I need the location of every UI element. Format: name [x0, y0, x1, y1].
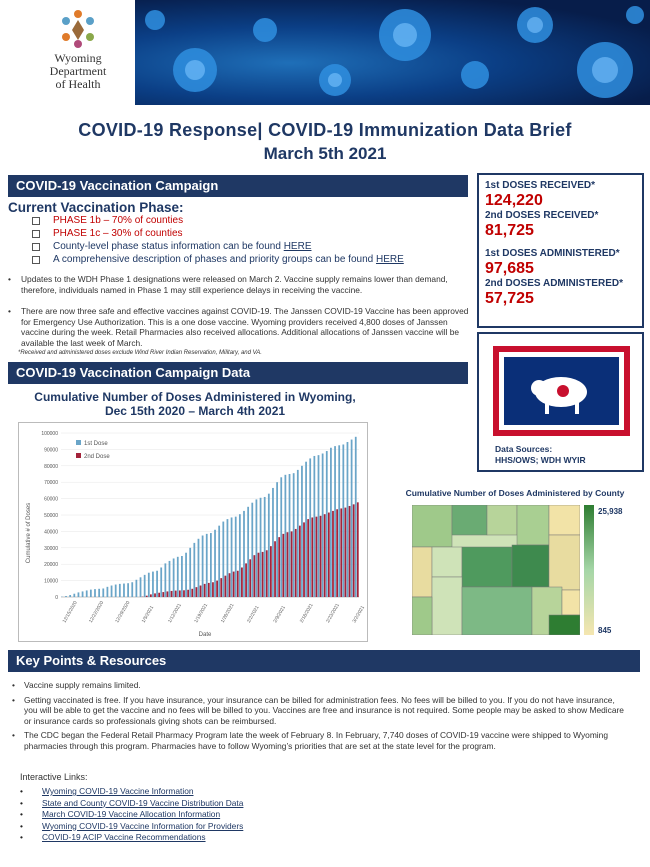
- data-sources: [495, 444, 586, 466]
- key-point-text: Getting vaccinated is free. If you have insurance, your insurance can be billed for administration fees. No fees will be billed to you. If you do not have insurance, you will be able to get the vaccine and no fees will be billed to you. Vaccines are free and insurance is not required. Some people may be asked to show Medicare or insurance cards so professionals giving shots can be reimbursed.: [24, 694, 624, 726]
- bar-2nd-dose: [340, 508, 342, 597]
- link-wy-vaccine-info[interactable]: Wyoming COVID-19 Vaccine Information: [42, 786, 194, 796]
- bar-1st-dose: [173, 558, 175, 597]
- bar-2nd-dose: [162, 592, 164, 597]
- bar-1st-dose: [214, 530, 216, 597]
- bullet-text: Updates to the WDH Phase 1 designations were released on March 2. Vaccine supply remains lower than demand, therefore, individuals named in Phase 1 may still experience delays in receiving the vaccine.: [21, 274, 448, 295]
- chart-title-line-2: Dec 15th 2020 – March 4th 2021: [104, 404, 286, 418]
- bar-2nd-dose: [336, 509, 338, 597]
- section-bar-campaign: COVID-19 Vaccination Campaign: [8, 175, 468, 197]
- bar-2nd-dose: [154, 593, 156, 597]
- first-received-label: 1st DOSES RECEIVED*: [485, 180, 596, 191]
- flag-and-sources-box: [477, 332, 644, 472]
- campaign-bullet-1: [8, 274, 474, 295]
- bar-1st-dose: [338, 445, 340, 597]
- phase-item: [32, 214, 404, 227]
- bar-1st-dose: [227, 519, 229, 597]
- bar-2nd-dose: [274, 541, 276, 597]
- bar-1st-dose: [206, 534, 208, 597]
- bar-1st-dose: [82, 591, 84, 597]
- chart-ytick-label: 70000: [44, 480, 58, 487]
- chart-xtick-label: 12/15/2020: [62, 600, 79, 624]
- bar-1st-dose: [164, 563, 166, 597]
- county-phase-link[interactable]: HERE: [283, 241, 312, 252]
- info-item: [32, 253, 404, 266]
- chart-xtick-label: 1/26/2021: [220, 603, 236, 624]
- bar-2nd-dose: [353, 504, 355, 597]
- bar-1st-dose: [334, 446, 336, 597]
- bar-1st-dose: [342, 444, 344, 597]
- bar-1st-dose: [144, 575, 146, 597]
- interactive-links-title: Interactive Links:: [20, 772, 88, 782]
- first-admin-label: 1st DOSES ADMINISTERED*: [485, 248, 620, 259]
- data-sources-label: Data Sources:: [495, 444, 553, 454]
- logo-line-1: Wyoming: [54, 51, 102, 65]
- bar-2nd-dose: [270, 546, 272, 597]
- bar-1st-dose: [152, 572, 154, 597]
- bar-1st-dose: [69, 595, 71, 597]
- bar-1st-dose: [355, 437, 357, 597]
- bar-1st-dose: [65, 596, 67, 597]
- bar-2nd-dose: [146, 596, 148, 597]
- interactive-links-list: [20, 786, 243, 844]
- checkbox-icon: [32, 243, 40, 251]
- bar-1st-dose: [115, 585, 117, 597]
- bar-1st-dose: [160, 567, 162, 597]
- map-legend-gradient: [584, 505, 594, 635]
- page-header: [0, 0, 650, 105]
- info-text: A comprehensive description of phases and priority groups can be found: [53, 254, 374, 265]
- chart-ytick-label: 80000: [44, 463, 58, 470]
- chart-title-line-1: Cumulative Number of Doses Administered in Wyoming,: [34, 390, 356, 404]
- bullet-icon: •: [12, 680, 15, 690]
- bullet-icon: •: [20, 832, 23, 842]
- bullet-icon: •: [8, 274, 11, 284]
- bar-1st-dose: [313, 456, 315, 597]
- chart-title: [15, 390, 375, 418]
- chart-ytick-label: 40000: [44, 529, 58, 536]
- chart-xtick-label: 12/29/2020: [115, 600, 132, 624]
- bar-1st-dose: [90, 590, 92, 597]
- bar-2nd-dose: [258, 553, 260, 597]
- bar-2nd-dose: [196, 587, 198, 597]
- bar-1st-dose: [235, 517, 237, 597]
- chart-xtick-label: 1/5/2021: [141, 605, 156, 624]
- bar-1st-dose: [289, 474, 291, 597]
- doses-chart-svg: [19, 423, 367, 641]
- key-points-list: [8, 680, 628, 756]
- bar-2nd-dose: [216, 581, 218, 597]
- wyoming-county-map-icon: [412, 505, 580, 635]
- logo-line-3: of Health: [55, 77, 101, 91]
- bar-1st-dose: [86, 590, 88, 597]
- link-distribution-data[interactable]: State and County COVID-19 Vaccine Distribution Data: [42, 797, 244, 808]
- bullet-icon: •: [20, 820, 23, 831]
- wdh-logo: [28, 8, 128, 98]
- bar-2nd-dose: [345, 508, 347, 597]
- bar-1st-dose: [111, 586, 113, 597]
- bar-2nd-dose: [220, 578, 222, 597]
- bar-1st-dose: [210, 533, 212, 597]
- chart-xlabel: Date: [198, 632, 212, 638]
- bar-1st-dose: [119, 584, 121, 597]
- info-text: County-level phase status information can be found: [53, 241, 281, 252]
- bar-2nd-dose: [237, 571, 239, 597]
- chart-xtick-label: 1/12/2021: [167, 603, 183, 624]
- key-point-text: Vaccine supply remains limited.: [24, 680, 141, 690]
- bar-1st-dose: [330, 448, 332, 597]
- bar-2nd-dose: [291, 531, 293, 597]
- second-admin-label: 2nd DOSES ADMINISTERED*: [485, 278, 623, 289]
- bar-1st-dose: [260, 498, 262, 597]
- first-received-value: 124,220: [485, 192, 543, 209]
- key-point-text: The CDC began the Federal Retail Pharmacy Program late the week of February 8. In February, 7,740 doses of COVID-19 vaccine were shipped to Wyoming pharmacies through this program. Pharmacies have to follow Wyoming’s priorities that are set at the state level for the program.: [24, 730, 608, 751]
- chart-xtick-label: 2/9/2021: [273, 605, 287, 624]
- legend-swatch-1st: [76, 440, 81, 445]
- bar-2nd-dose: [175, 591, 177, 597]
- county-map-title: Cumulative Number of Doses Administered by County: [405, 488, 625, 498]
- bar-2nd-dose: [249, 559, 251, 597]
- first-admin-value: 97,685: [485, 260, 534, 277]
- bar-1st-dose: [285, 475, 287, 597]
- bar-2nd-dose: [295, 529, 297, 597]
- county-map: [412, 505, 580, 635]
- bar-2nd-dose: [233, 572, 235, 597]
- bar-2nd-dose: [303, 522, 305, 597]
- second-admin-value: 57,725: [485, 290, 534, 307]
- bullet-text: There are now three safe and effective vaccines against COVID-19. The Janssen COVID-19 Vaccine has been approved for Emergency Use Authorization. This is a one dose vaccine. Wyoming providers received 4,800 doses of Janssen vaccine during the week. Retail Pharmacies also received allocations. Additional allocations of Janssen vaccine will be available the last week of March.: [21, 306, 469, 348]
- bar-1st-dose: [305, 462, 307, 597]
- phase-text: PHASE 1b – 70% of counties: [53, 215, 184, 226]
- bar-1st-dose: [193, 543, 195, 597]
- phase-item: [32, 227, 404, 240]
- data-sources-text: HHS/OWS; WDH WYIR: [495, 455, 586, 465]
- bar-2nd-dose: [287, 532, 289, 597]
- priority-groups-link[interactable]: HERE: [375, 254, 404, 265]
- chart-xtick-label: 2/2/2021: [246, 605, 261, 624]
- bar-1st-dose: [256, 499, 258, 597]
- bar-1st-dose: [297, 470, 299, 597]
- bar-2nd-dose: [357, 502, 359, 597]
- bar-2nd-dose: [245, 563, 247, 597]
- section-bar-data: COVID-19 Vaccination Campaign Data: [8, 362, 468, 384]
- bar-1st-dose: [326, 451, 328, 597]
- link-provider-info[interactable]: Wyoming COVID-19 Vaccine Information for Providers: [42, 820, 244, 831]
- chart-xtick-label: 2/23/2021: [326, 603, 342, 624]
- key-point: [8, 730, 628, 751]
- bar-2nd-dose: [183, 590, 185, 597]
- bullet-icon: •: [20, 786, 23, 796]
- bar-1st-dose: [198, 539, 200, 597]
- bar-1st-dose: [177, 557, 179, 597]
- bar-1st-dose: [301, 466, 303, 597]
- chart-ytick-label: 100000: [41, 431, 58, 437]
- bar-2nd-dose: [307, 519, 309, 597]
- chart-ytick-label: 0: [55, 595, 58, 601]
- bar-1st-dose: [131, 582, 133, 597]
- bar-2nd-dose: [282, 534, 284, 597]
- chart-ytick-label: 60000: [44, 496, 58, 503]
- bar-1st-dose: [276, 482, 278, 597]
- map-legend-max: 25,938: [598, 507, 623, 516]
- bar-1st-dose: [140, 577, 142, 597]
- second-received-label: 2nd DOSES RECEIVED*: [485, 210, 599, 221]
- bullet-icon: •: [20, 797, 23, 808]
- bullet-icon: •: [20, 809, 23, 819]
- link-allocation-info[interactable]: March COVID-19 Vaccine Allocation Information: [42, 809, 221, 819]
- phase-list: [32, 214, 404, 266]
- bar-1st-dose: [218, 526, 220, 597]
- chart-ytick-label: 20000: [44, 562, 58, 569]
- bar-2nd-dose: [241, 567, 243, 597]
- bar-1st-dose: [98, 589, 100, 597]
- second-received-value: 81,725: [485, 222, 534, 239]
- doses-chart: [18, 422, 368, 642]
- wdh-logo-icon: [56, 8, 100, 52]
- bar-1st-dose: [148, 573, 150, 597]
- chart-xtick-label: 12/22/2020: [88, 600, 106, 624]
- bar-2nd-dose: [229, 573, 231, 597]
- bar-1st-dose: [107, 587, 109, 597]
- bar-1st-dose: [123, 584, 125, 597]
- bar-2nd-dose: [266, 550, 268, 597]
- section-bar-key-points: Key Points & Resources: [8, 650, 640, 672]
- bar-2nd-dose: [316, 517, 318, 597]
- bar-2nd-dose: [191, 589, 193, 597]
- bar-2nd-dose: [200, 586, 202, 597]
- bar-2nd-dose: [208, 583, 210, 597]
- chart-xtick-label: 2/16/2021: [299, 603, 315, 624]
- bar-1st-dose: [185, 553, 187, 597]
- chart-ytick-label: 10000: [44, 578, 58, 585]
- bar-1st-dose: [239, 514, 241, 597]
- chart-ytick-label: 90000: [44, 447, 58, 454]
- bar-1st-dose: [73, 594, 75, 597]
- legend-swatch-2nd: [76, 453, 81, 458]
- current-phase-title: Current Vaccination Phase:: [8, 200, 184, 215]
- campaign-bullet-2: [8, 306, 474, 348]
- bar-2nd-dose: [167, 591, 169, 597]
- bar-2nd-dose: [224, 576, 226, 597]
- bar-1st-dose: [247, 507, 249, 597]
- brief-title: COVID-19 Response| COVID-19 Immunization Data Brief: [78, 120, 572, 140]
- bar-1st-dose: [156, 571, 158, 597]
- bar-2nd-dose: [324, 514, 326, 597]
- bar-1st-dose: [264, 497, 266, 597]
- bar-1st-dose: [309, 458, 311, 597]
- logo-line-2: Department: [49, 64, 107, 78]
- bar-2nd-dose: [212, 582, 214, 597]
- bar-1st-dose: [189, 548, 191, 597]
- legend-label-1st: 1st Dose: [84, 441, 108, 447]
- bar-2nd-dose: [158, 593, 160, 597]
- chart-ylabel: Cumulative # of Doses: [26, 502, 32, 564]
- bar-1st-dose: [231, 517, 233, 597]
- bar-1st-dose: [181, 556, 183, 597]
- link-acip-recs[interactable]: COVID-19 ACIP Vaccine Recommendations: [42, 832, 206, 842]
- bar-1st-dose: [351, 440, 353, 597]
- wyoming-flag-icon: [479, 334, 642, 439]
- phase-text: PHASE 1c – 30% of counties: [53, 228, 183, 239]
- doses-footnote: *Received and administered doses exclude Wind River Indian Reservation, Military, and VA.: [18, 350, 262, 356]
- checkbox-icon: [32, 256, 40, 264]
- key-point: [8, 695, 628, 727]
- bar-2nd-dose: [253, 555, 255, 597]
- bar-1st-dose: [243, 511, 245, 597]
- bar-1st-dose: [322, 454, 324, 598]
- doses-summary-box: [477, 173, 644, 328]
- bar-2nd-dose: [179, 590, 181, 597]
- bullet-icon: •: [8, 306, 11, 316]
- checkbox-icon: [32, 230, 40, 238]
- bar-1st-dose: [293, 473, 295, 597]
- legend-label-2nd: 2nd Dose: [84, 454, 110, 460]
- bar-1st-dose: [136, 580, 138, 597]
- bar-2nd-dose: [299, 526, 301, 597]
- bullet-icon: •: [12, 694, 15, 705]
- bar-1st-dose: [102, 588, 104, 597]
- bar-1st-dose: [202, 536, 204, 598]
- bar-2nd-dose: [320, 516, 322, 597]
- chart-xtick-label: 3/2/2021: [352, 605, 367, 624]
- bar-1st-dose: [78, 592, 80, 597]
- bar-2nd-dose: [204, 584, 206, 597]
- brief-date: March 5th 2021: [263, 144, 387, 163]
- bar-1st-dose: [280, 477, 282, 597]
- bar-1st-dose: [318, 455, 320, 597]
- map-legend-min: 845: [598, 626, 612, 635]
- bar-1st-dose: [268, 494, 270, 597]
- bar-1st-dose: [94, 589, 96, 597]
- key-point: [8, 680, 628, 691]
- chart-xtick-label: 1/19/2021: [194, 603, 210, 624]
- bar-1st-dose: [127, 583, 129, 597]
- bar-2nd-dose: [349, 506, 351, 597]
- bar-1st-dose: [347, 442, 349, 597]
- bar-1st-dose: [272, 488, 274, 597]
- info-item: [32, 240, 404, 253]
- chart-ytick-label: 50000: [44, 513, 58, 519]
- virus-banner-image: [135, 0, 650, 105]
- bar-2nd-dose: [150, 594, 152, 597]
- bar-2nd-dose: [278, 537, 280, 597]
- bar-1st-dose: [169, 561, 171, 597]
- checkbox-icon: [32, 217, 40, 225]
- bar-2nd-dose: [332, 511, 334, 597]
- chart-ytick-label: 30000: [44, 545, 58, 552]
- bar-1st-dose: [251, 503, 253, 597]
- bar-2nd-dose: [311, 517, 313, 597]
- bar-2nd-dose: [262, 552, 264, 597]
- bar-2nd-dose: [328, 513, 330, 597]
- bullet-icon: •: [12, 730, 15, 741]
- bar-2nd-dose: [171, 591, 173, 597]
- bar-1st-dose: [222, 522, 224, 597]
- bar-2nd-dose: [187, 590, 189, 597]
